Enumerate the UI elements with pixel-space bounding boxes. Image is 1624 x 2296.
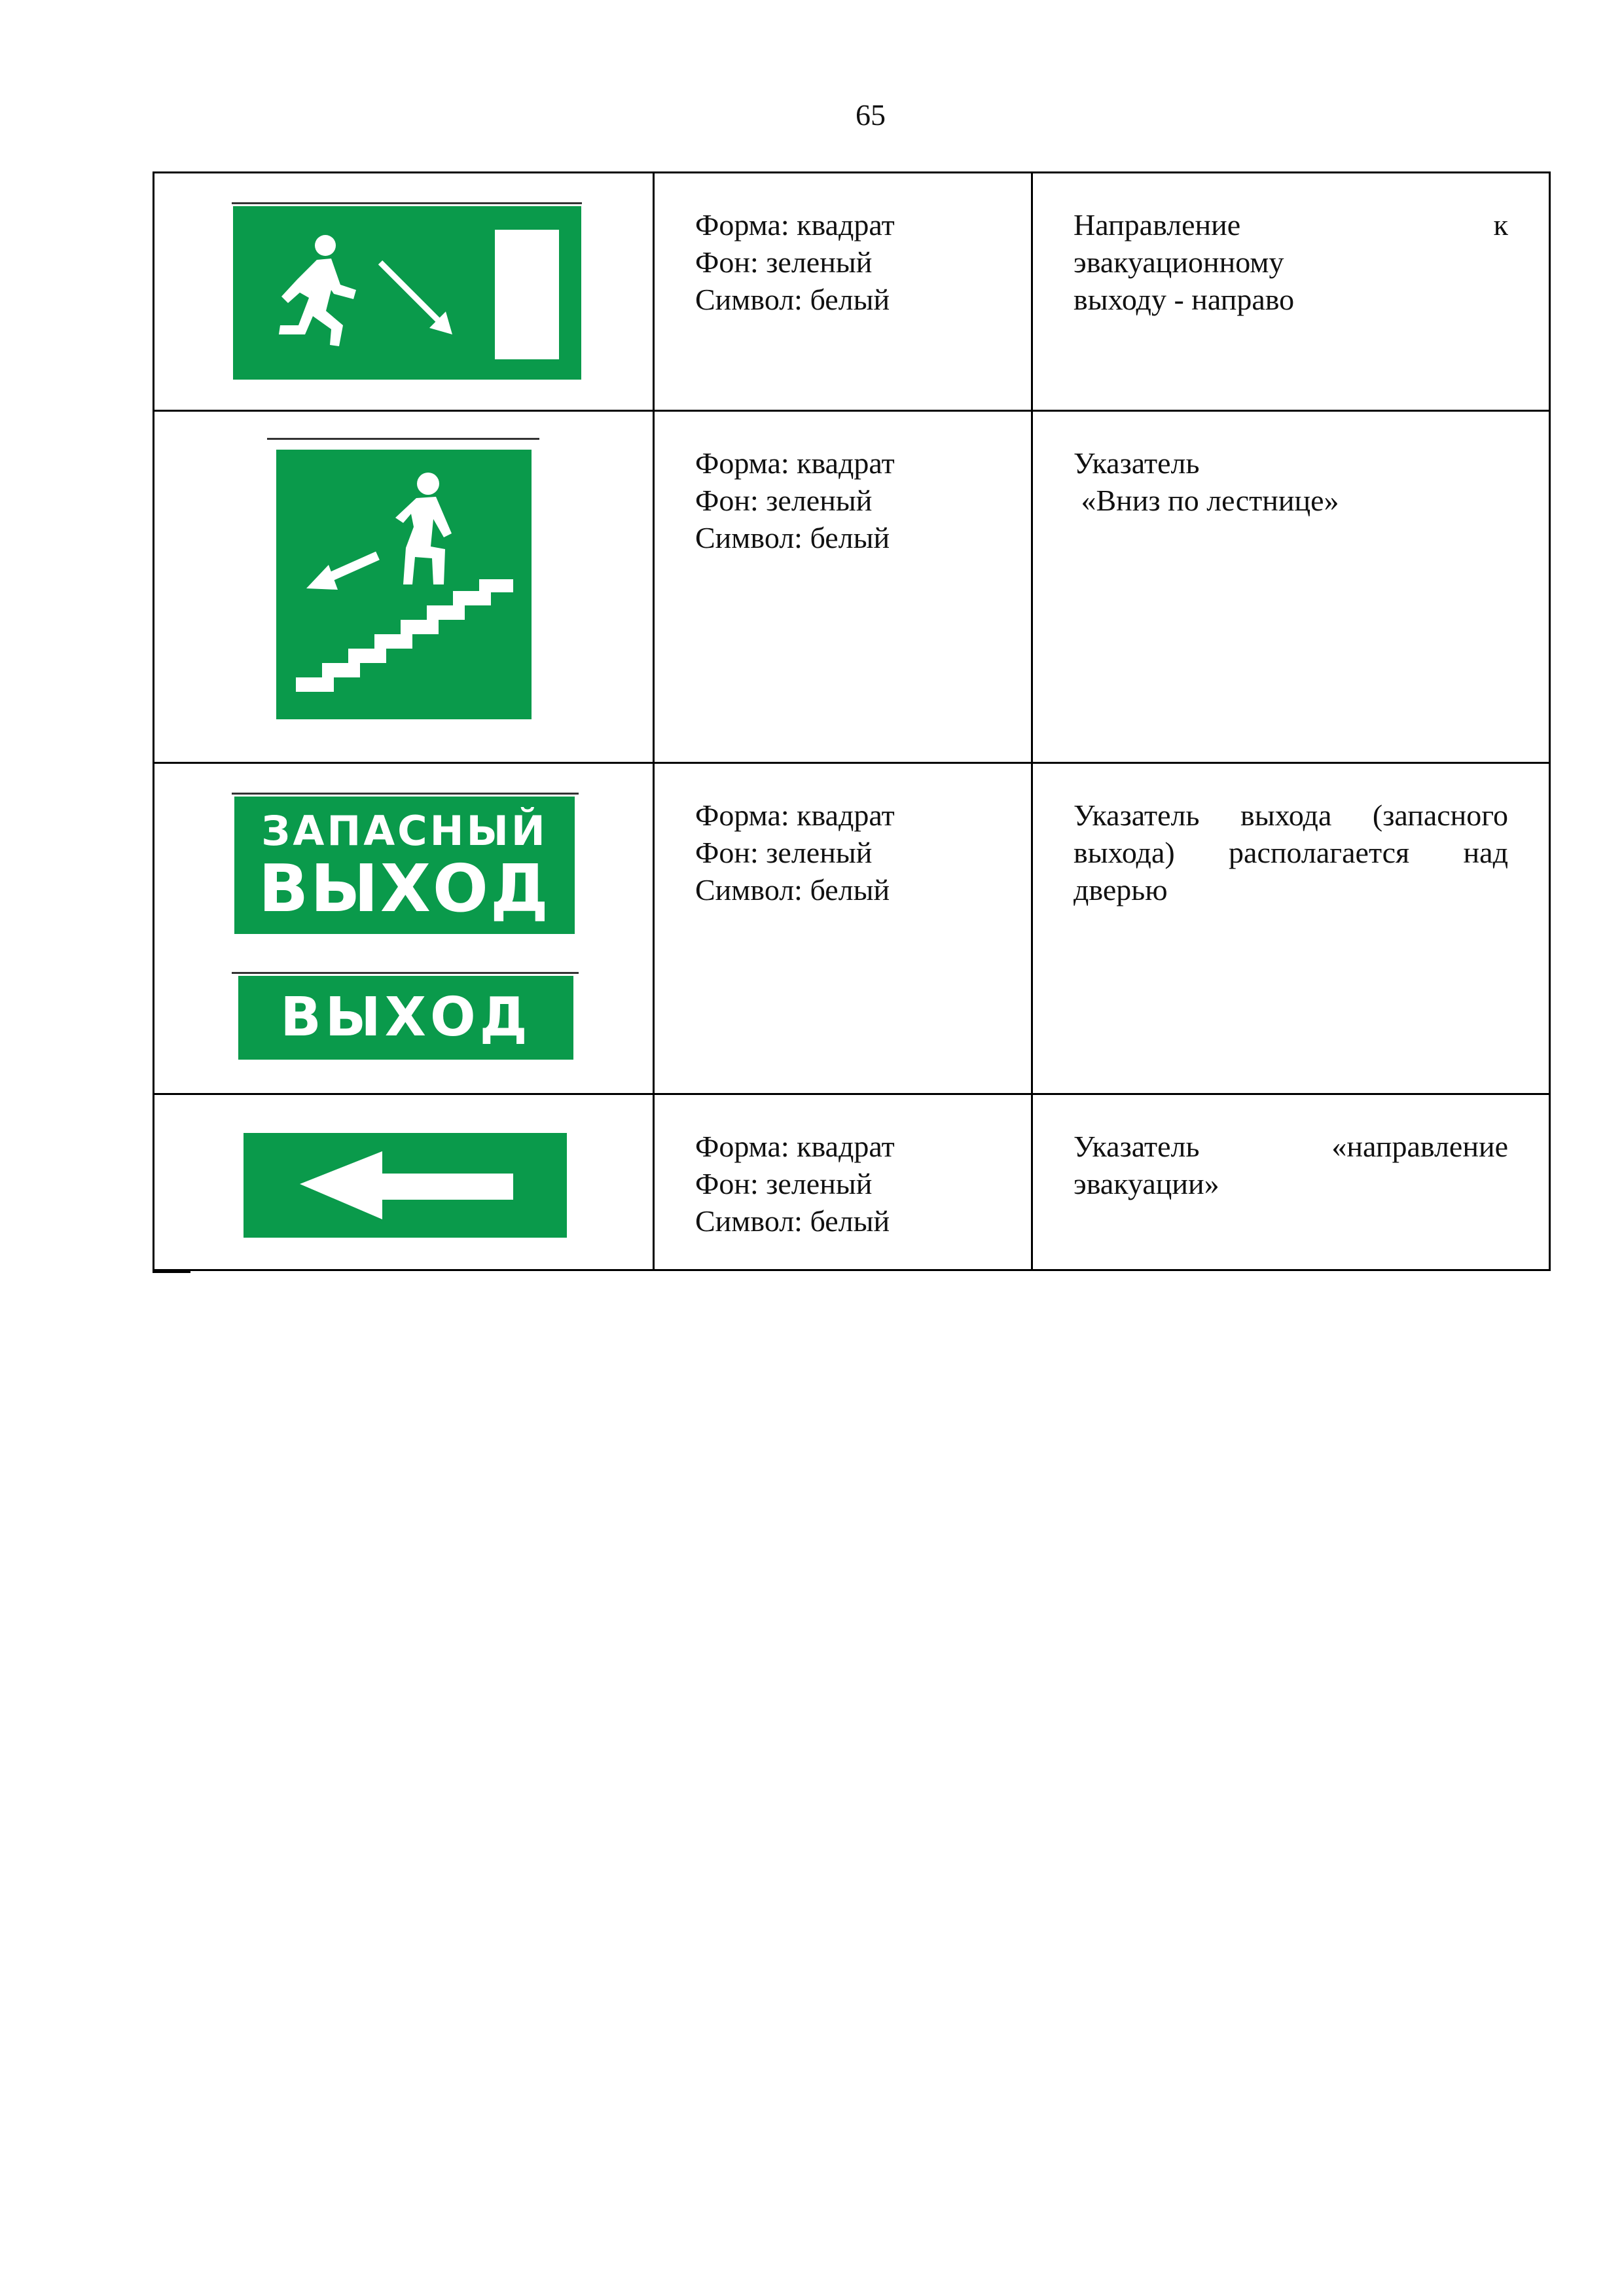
sign-description-cell: [1032, 763, 1550, 1094]
prop-background: Фон: зеленый: [695, 836, 873, 869]
prop-shape: Форма: квадрат: [695, 798, 895, 832]
prop-background: Фон: зеленый: [695, 245, 873, 279]
sign-properties-cell: [654, 411, 1032, 763]
sign-image-cell: [154, 1094, 654, 1270]
sign-top-line: [232, 202, 582, 204]
stairs-down-arrow-icon: [276, 450, 532, 719]
prop-symbol: Символ: белый: [695, 521, 890, 554]
prop-shape: Форма: квадрат: [695, 446, 895, 480]
description-line: выходу - направо: [1074, 283, 1295, 316]
sign-top-line: [232, 972, 579, 974]
description-line: эвакуационному: [1074, 245, 1284, 279]
prop-background: Фон: зеленый: [695, 484, 873, 517]
description-line: «Вниз по лестнице»: [1074, 484, 1339, 517]
evacuation-signs-table: [153, 171, 1551, 1271]
description-line: Указатель: [1074, 446, 1200, 480]
sign-image-cell: [154, 763, 654, 1094]
table-row: [154, 763, 1550, 1094]
table-row: [154, 1094, 1550, 1270]
sign-properties-cell: [654, 1094, 1032, 1270]
sign-description-cell: [1032, 1094, 1550, 1270]
sign-top-line: [267, 438, 539, 440]
sign-text-zapasny: ЗАПАСНЫЙ: [261, 807, 548, 855]
sign-top-line: [232, 793, 579, 795]
sign-image-cell: [154, 173, 654, 411]
running-man-diagonal-arrow-door-icon: [233, 206, 581, 380]
description-line: Указатель «направление: [1074, 1130, 1508, 1163]
prop-symbol: Символ: белый: [695, 873, 890, 906]
sign-description-cell: [1032, 411, 1550, 763]
emergency-exit-sign: [234, 797, 575, 934]
sign-text-vykhod: ВЫХОД: [258, 850, 550, 927]
prop-symbol: Символ: белый: [695, 1204, 890, 1238]
sign-description-cell: [1032, 173, 1550, 411]
table-bottom-stub: [153, 1271, 190, 1273]
description-line: Направление к: [1074, 208, 1508, 242]
sign-properties-cell: [654, 173, 1032, 411]
description-line: эвакуации»: [1074, 1167, 1219, 1200]
sign-image-cell: [154, 411, 654, 763]
exit-sign: [238, 976, 573, 1060]
table-row: [154, 411, 1550, 763]
left-arrow-icon: [244, 1133, 567, 1238]
description-text: Указатель выхода (запасного выхода) располагается над дверью: [1074, 798, 1508, 906]
prop-background: Фон: зеленый: [695, 1167, 873, 1200]
page-number: 65: [856, 98, 886, 132]
prop-shape: Форма: квадрат: [695, 208, 895, 242]
prop-symbol: Символ: белый: [695, 283, 890, 316]
prop-shape: Форма: квадрат: [695, 1130, 895, 1163]
sign-properties-cell: [654, 763, 1032, 1094]
table-row: [154, 173, 1550, 411]
sign-text-vykhod-small: ВЫХОД: [280, 986, 532, 1049]
